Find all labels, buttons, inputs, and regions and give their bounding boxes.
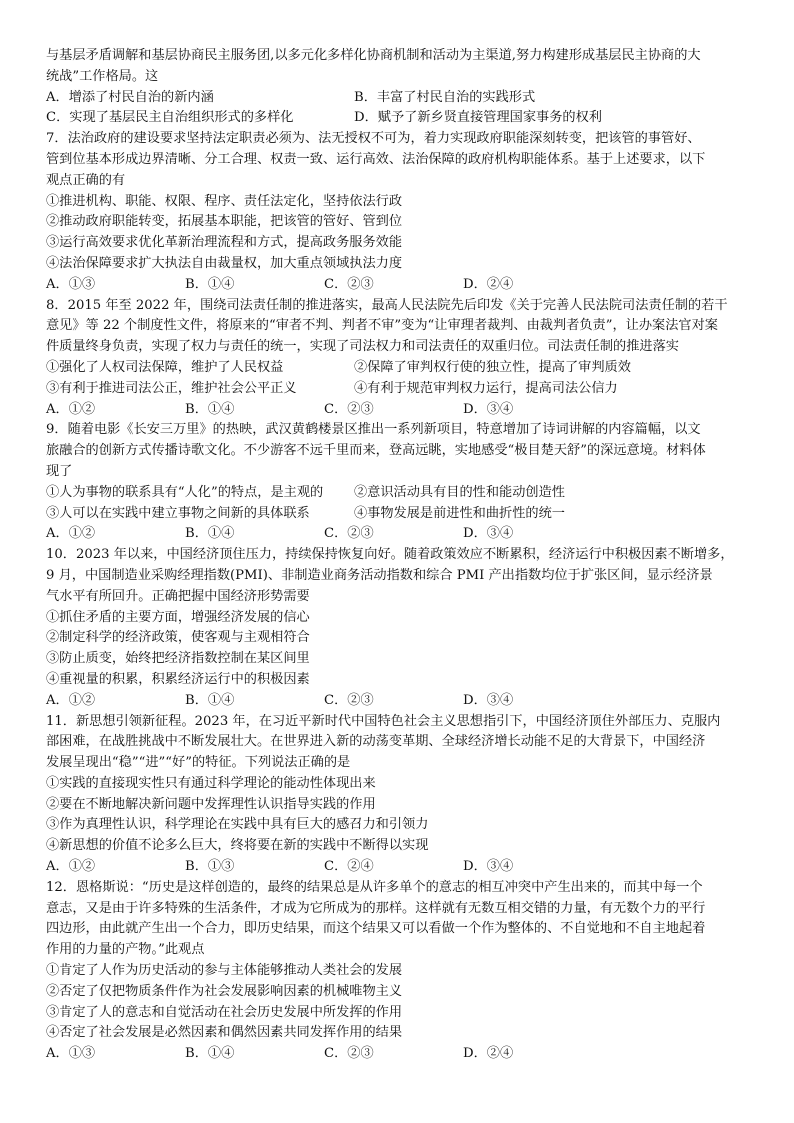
- statements-row: [46, 483, 748, 504]
- option-d: D．③④: [463, 526, 514, 542]
- option-c: C．②③: [324, 692, 374, 708]
- question-7: [46, 129, 748, 295]
- statements-row: [46, 504, 748, 525]
- statement-3: ③肯定了人的意志和自觉活动在社会历史发展中所发挥的作用: [46, 1004, 403, 1020]
- statement-3: ③有利于推进司法公正，维护社会公平正义: [46, 380, 297, 396]
- statement-1: ①强化了人权司法保障，维护了人民权益: [46, 359, 284, 375]
- statements-row: [46, 379, 748, 400]
- statement-3: ③运行高效要求优化革新治理流程和方式，提高政务服务效能: [46, 235, 403, 251]
- question-6-tail: [46, 46, 748, 129]
- statement-2: ②意识活动具有目的性和能动创造性: [354, 484, 565, 500]
- statement-4: ④事物发展是前进性和曲折性的统一: [354, 505, 565, 521]
- option-b: B．①④: [185, 526, 235, 542]
- question-9: [46, 420, 748, 545]
- question-text-line: 发展呈现出“稳”“进”“好”的特征。下列说法正确的是: [46, 755, 351, 771]
- option-a: A．增添了村民自治的新内涵: [46, 89, 214, 105]
- option-d: D．②④: [463, 276, 514, 292]
- question-text-line: 旅融合的创新方式传播诗歌文化。不少游客不远千里而来，登高远眺，实地感受“极目楚天舒”的深远意境。材料体: [46, 443, 706, 459]
- option-d: D．③④: [463, 692, 514, 708]
- question-12: [46, 878, 748, 1065]
- statement-3: ③人可以在实践中建立事物之间新的具体联系: [46, 505, 310, 521]
- statement-2: ②制定科学的经济政策，使客观与主观相符合: [46, 630, 310, 646]
- question-text-line: 统战”工作格局。这: [46, 68, 159, 84]
- statement-2: ②保障了审判权行使的独立性，提高了审判质效: [354, 359, 631, 375]
- statement-4: ④重视量的积累，积累经济运行中的积极因素: [46, 671, 310, 687]
- option-c: C．②③: [324, 401, 374, 417]
- option-d: D．③④: [463, 859, 514, 875]
- options-row: [46, 857, 748, 878]
- question-8: [46, 296, 748, 421]
- option-b: B．①④: [185, 692, 235, 708]
- question-text-line: 7．法治政府的建设要求坚持法定职责必须为、法无授权不可为，着力实现政府职能深刻转变，把该管的事管好、: [46, 131, 701, 147]
- question-text-line: 10．2023 年以来，中国经济顶住压力，持续保持恢复向好。随着政策效应不断累积，经济运行中积极因素不断增多，: [46, 547, 734, 563]
- statement-4: ④有利于规范审判权力运行，提高司法公信力: [354, 380, 618, 396]
- option-a: A．①②: [46, 859, 96, 875]
- option-a: A．①②: [46, 526, 96, 542]
- statement-4: ④法治保障要求扩大执法自由裁量权，加大重点领域执法力度: [46, 255, 403, 271]
- option-c: C．实现了基层民主自治组织形式的多样化: [46, 110, 294, 126]
- option-c: C．②③: [324, 276, 374, 292]
- question-10: [46, 545, 748, 711]
- statements-row: [46, 358, 748, 379]
- options-row: [46, 691, 748, 712]
- statement-2: ②推动政府职能转变，拓展基本职能，把该管的管好、管到位: [46, 214, 403, 230]
- option-d: D．③④: [463, 401, 514, 417]
- statement-1: ①实践的直接现实性只有通过科学理论的能动性体现出来: [46, 775, 376, 791]
- options-row: [46, 524, 748, 545]
- option-b: B．丰富了村民自治的实践形式: [354, 89, 536, 105]
- option-a: A．①③: [46, 276, 96, 292]
- option-a: A．①③: [46, 1046, 96, 1062]
- options-row: [46, 275, 748, 296]
- question-text-line: 管到位基本形成边界清晰、分工合理、权责一致、运行高效、法治保障的政府机构职能体系。基于上述要求，以下: [46, 151, 706, 167]
- question-text-line: 观点正确的有: [46, 172, 126, 188]
- question-text-line: 意见》等 22 个制度性文件，将原来的“审者不判、判者不审”变为“让审理者裁判、由裁判者负责”，让办案法官对案: [46, 318, 718, 334]
- option-d: D．②④: [463, 1046, 514, 1062]
- options-row: [46, 88, 748, 109]
- question-text-line: 件质量终身负责，实现了权力与责任的统一，实现了司法权力和司法责任的双重归位。司法责任制的推进落实: [46, 339, 679, 355]
- option-b: B．①④: [185, 1046, 235, 1062]
- question-text-line: 9 月，中国制造业采购经理指数(PMI)、非制造业商务活动指数和综合 PMI 产出指数均位于扩张区间，显示经济景: [46, 567, 713, 583]
- options-row: [46, 400, 748, 421]
- options-row: [46, 108, 748, 129]
- statement-3: ③防止质变，始终把经济指数控制在某区间里: [46, 651, 310, 667]
- question-text-line: 12．恩格斯说：“历史是这样创造的，最终的结果总是从许多单个的意志的相互冲突中产生出来的，而其中每一个: [46, 879, 703, 895]
- option-a: A．①②: [46, 692, 96, 708]
- option-b: B．①④: [185, 401, 235, 417]
- option-d: D．赋予了新乡贤直接管理国家事务的权利: [354, 110, 602, 126]
- question-11: [46, 712, 748, 878]
- statement-1: ①推进机构、职能、权限、程序、责任法定化，坚持依法行政: [46, 193, 403, 209]
- question-text-line: 四边形，由此就产生出一个合力，即历史结果，而这个结果又可以看做一个作为整体的、不自觉地和不自主地起着: [46, 921, 706, 937]
- statement-2: ②否定了仅把物质条件作为社会发展影响因素的机械唯物主义: [46, 983, 403, 999]
- question-text-line: 8．2015 年至 2022 年，围绕司法责任制的推进落实，最高人民法院先后印发《关于完善人民法院司法责任制的若干: [46, 297, 728, 313]
- question-text-line: 气水平有所回升。正确把握中国经济形势需要: [46, 588, 310, 604]
- statement-4: ④新思想的价值不论多么巨大，终将要在新的实践中不断得以实现: [46, 838, 429, 854]
- statement-4: ④否定了社会发展是必然因素和偶然因素共同发挥作用的结果: [46, 1025, 403, 1041]
- statement-1: ①人为事物的联系具有“人化”的特点，是主观的: [46, 484, 324, 500]
- option-c: C．②③: [324, 526, 374, 542]
- statement-1: ①抓住矛盾的主要方面，增强经济发展的信心: [46, 609, 310, 625]
- question-text-line: 11．新思想引领新征程。2023 年，在习近平新时代中国特色社会主义思想指引下，中国经济顶住外部压力、克服内: [46, 713, 721, 729]
- question-text-line: 意志，又是由于许多特殊的生活条件，才成为它所成为的那样。这样就有无数互相交错的力量，有无数个力的平行: [46, 900, 706, 916]
- question-text-line: 作用的力量的产物。”此观点: [46, 942, 205, 958]
- question-text-line: 9．随着电影《长安三万里》的热映，武汉黄鹤楼景区推出一系列新项目，特意增加了诗词讲解的内容篇幅，以文: [46, 422, 701, 438]
- question-text-line: 现了: [46, 463, 73, 479]
- option-b: B．①④: [185, 276, 235, 292]
- question-text-line: 与基层矛盾调解和基层协商民主服务团,以多元化多样化协商机制和活动为主渠道,努力构建形成基层民主协商的大: [46, 48, 701, 63]
- option-c: C．②③: [324, 1046, 374, 1062]
- options-row: [46, 1044, 748, 1065]
- option-b: B．①③: [185, 859, 235, 875]
- statement-1: ①肯定了人作为历史活动的参与主体能够推动人类社会的发展: [46, 963, 403, 979]
- statement-3: ③作为真理性认识，科学理论在实践中具有巨大的感召力和引领力: [46, 817, 429, 833]
- option-c: C．②④: [324, 859, 374, 875]
- question-text-line: 部困难，在战胜挑战中不断发展壮大。在世界进入新的动荡变革期、全球经济增长动能不足的大背景下，中国经济: [46, 734, 706, 750]
- option-a: A．①②: [46, 401, 96, 417]
- statement-2: ②要在不断地解决新问题中发挥理性认识指导实践的作用: [46, 796, 376, 812]
